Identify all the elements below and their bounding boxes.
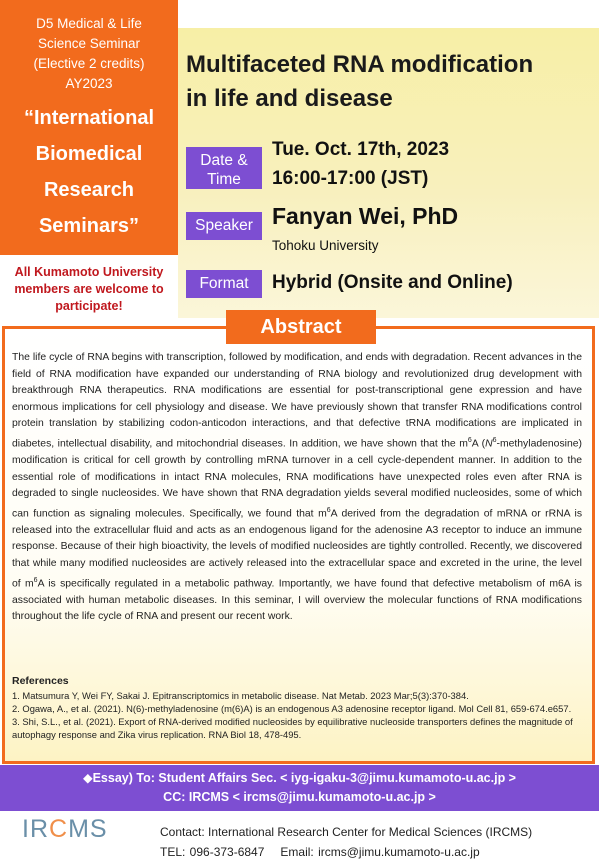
seminar-title (186, 48, 586, 116)
reference-item: 1. Matsumura Y, Wei FY, Sakai J. Epitranscriptomics in metabolic disease. Nat Metab. 2023 Mar;5(3):370-384. (12, 690, 469, 701)
date-label-line-2: Time (207, 171, 241, 188)
superscript: 6 (326, 506, 331, 514)
references-heading: References (12, 675, 69, 687)
event-time: 16:00-17:00 (JST) (272, 168, 429, 189)
date-time (272, 135, 449, 193)
abstract-text (12, 350, 582, 626)
title-line-2: in life and disease (186, 85, 393, 112)
abstract-part-4: A derived from the degradation of mRNA or rRNA is released into the extracellular fluid and acts as an endogenous ligand for the adenosine A3 receptor to induce an immune response. Because of their high bioactivity, the levels of modified nucleosides are tightly controlled. Recently, we discovered that while many modified nucleosides are actively released into the extracellular space and excreted in the urine, the level of m (12, 508, 583, 590)
superscript: 6 (492, 436, 497, 444)
series-line-1: “International (23, 107, 154, 129)
abstract-heading: Abstract (226, 310, 376, 344)
phone-number: TEL: 096-373-6847 (160, 845, 265, 859)
essay-submission-line: ◆Essay) To: Student Affairs Sec. < iyg-igaku-3@jimu.kumamoto-u.ac.jp > (82, 771, 516, 785)
abstract-part-3: -methyladenosine) modification is critical for cell growth by controlling mRNA turnover in a cell cycle-dependent manner. In addition to the essential role of modifications in intact RNA molecules, RNA modifications have unexpected roles even after RNA is degraded to single nucleosides. We have shown that RNA degradation yields several modified nucleosides, some of which can function as signaling molecules. Specifically, we found that m (12, 438, 582, 520)
seminar-info (0, 14, 178, 94)
welcome-line-3: participate! (55, 299, 123, 313)
logo-part: IR (22, 815, 49, 843)
date-label-line-1: Date & (200, 152, 248, 169)
welcome-line-1: All Kumamoto University (14, 265, 164, 279)
series-title (0, 100, 178, 244)
welcome-line-2: members are welcome to (14, 282, 164, 296)
seminar-line-2: Science Seminar (37, 36, 141, 51)
contact-email: Email: ircms@jimu.kumamoto-u.ac.jp (280, 845, 480, 859)
speaker-affiliation: Tohoku University (272, 238, 379, 253)
abstract-part-2: A ( (471, 438, 486, 450)
event-date: Tue. Oct. 17th, 2023 (272, 139, 450, 160)
speaker-label: Speaker (186, 212, 262, 240)
abstract-part-1: The life cycle of RNA begins with transcription, followed by modification, and ends with degradation. Recent advances in the field of RNA modification have expanded our understanding of RNA biology and revolutionized drug development with breakthrough RNA therapeutics. RNA modifications are essential for post-transcriptional gene expression and have enormous implications for cell physiology and disease. We have previously shown that transfer RNA modifications control protein translation by stabilizing codon-anticodon interactions, and that defective tRNA modifications are implicated in diabetes, intellectual disability, and mitochondrial diseases. In addition, we have shown that the m (12, 352, 582, 450)
format-label: Format (186, 270, 262, 298)
contact-line: Contact: International Research Center for Medical Sciences (IRCMS) (160, 825, 533, 839)
series-line-3: Research (43, 179, 135, 201)
title-line-1: Multifaceted RNA modification (186, 51, 534, 78)
reference-item: 2. Ogawa, A., et al. (2021). N(6)-methyladenosine (m(6)A) is an endogenous A3 adenosine receptor ligand. Mol Cell 81, 659-674.e657. (12, 703, 572, 714)
italic-n: N (485, 438, 493, 450)
superscript: 6 (467, 436, 472, 444)
series-line-2: Biomedical (35, 143, 143, 165)
seminar-year: AY2023 (65, 76, 113, 91)
ircms-logo (22, 815, 108, 844)
seminar-line-1: D5 Medical & Life (36, 16, 142, 31)
abstract-part-5: A is specifically regulated in a metabolic pathway. Importantly, we have found that defective metabolism of m6A is associated with human metabolic diseases. In this seminar, I will overview the molecular functions of RNA modifications throughout the life cycle of RNA and present our recent work. (12, 578, 582, 623)
speaker-name: Fanyan Wei, PhD (272, 203, 459, 229)
event-format: Hybrid (Onsite and Online) (272, 272, 513, 293)
seminar-credits: (Elective 2 credits) (33, 56, 145, 71)
submission-bar (0, 765, 599, 811)
superscript: 6 (33, 576, 38, 584)
contact-info (160, 822, 532, 862)
logo-part: C (49, 815, 69, 843)
contact-details (160, 842, 532, 862)
series-line-4: Seminars” (38, 215, 140, 237)
reference-item: 3. Shi, S.L., et al. (2021). Export of RNA-derived modified nucleosides by equilibrative nucleoside transporters defines the magnitude of autophagy response and Zika virus replication. RNA Biol 18, 478-495. (12, 716, 573, 740)
seminar-info-block (0, 0, 178, 255)
welcome-note (0, 264, 178, 315)
logo-part: MS (68, 815, 108, 843)
cc-line: CC: IRCMS < ircms@jimu.kumamoto-u.ac.jp > (163, 790, 436, 804)
date-time-label (186, 147, 262, 189)
references (12, 675, 582, 741)
